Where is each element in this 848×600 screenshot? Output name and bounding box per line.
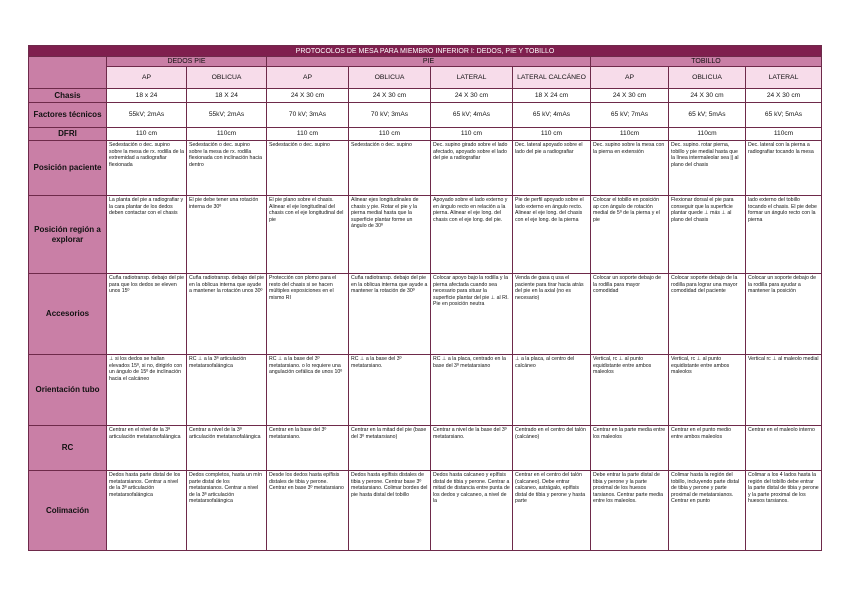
table-cell: Dedos hasta parte distal de los metatarsianos. Centrar a nivel de la 3ª articulación metatarsofalángica	[107, 471, 187, 551]
table-cell: Debe entrar la parte distal de tibia y perone y la parte proximal de los huesos tarsianos. Centrar parte media entre los maleolos.	[591, 471, 669, 551]
table-cell: 18 X 24 cm	[513, 89, 591, 103]
table-cell: Colocar un soporte debajo de la rodilla para ayudar a mantener la posición	[746, 274, 822, 355]
table-cell: Centrar en la parte media entre los maleolos	[591, 426, 669, 471]
table-cell: 70 kV; 3mAs	[267, 103, 349, 128]
table-cell: lado externo del tobillo tocando el chasis. El pie debe formar un ángulo recto con la pierna	[746, 196, 822, 274]
subheader-tobillo-ap: AP	[591, 67, 669, 89]
table-cell: Vertical, rc ⊥ al punto equidistante entre ambos maleolos	[669, 355, 746, 426]
table-cell: Desde los dedos hasta epífisis distales de tibia y perone. Centrar en base 3º metatarsiano	[267, 471, 349, 551]
table-cell: 110cm	[591, 128, 669, 141]
table-cell: Cuña radiotransp. debajo del pie en la oblicua interna que ayude a mantener la rotación de 30º	[349, 274, 431, 355]
table-cell: El pie debe tener una rotación interna de 30º	[187, 196, 267, 274]
table-cell: Pie de perfil apoyado sobre el lado externo en ángulo recto. Alinear el eje long. del chasis con el eje long. de la pierna	[513, 196, 591, 274]
table-cell: Sedestación o dec. supino sobre la mesa de rx. rodilla flexionada con inclinación hacia dentro	[187, 141, 267, 196]
subheader-pie-lateral: LATERAL	[431, 67, 513, 89]
table-cell: RC ⊥ a la base del 3º metatarsiano.	[349, 355, 431, 426]
table-cell: 65 kV; 5mAs	[669, 103, 746, 128]
table-cell: 70 kV; 3mAs	[349, 103, 431, 128]
table-cell: 110cm	[187, 128, 267, 141]
table-cell: Cuña radiotransp. debajo del pie para que los dedos se eleven unos 15º	[107, 274, 187, 355]
table-cell: 65 kV; 5mAs	[746, 103, 822, 128]
table-cell: Dec. supino. rotar pierna, tobillo y pie medial hasta que la línea intermaleolar sea || al plano del chasis	[669, 141, 746, 196]
protocol-document	[28, 45, 821, 551]
table-cell: El pie plano sobre el chasis. Alinear el eje longitudinal del chasis con el eje longitudinal del pie	[267, 196, 349, 274]
table-cell: Colocar el tobillo en posición ap con ángulo de rotación medial de 5º de la pierna y el pie	[591, 196, 669, 274]
table-cell: 24 X 30 cm	[431, 89, 513, 103]
table-cell: 110cm	[669, 128, 746, 141]
subheader-tobillo-oblicua: OBLICUA	[669, 67, 746, 89]
row-header-region: Posición región a explorar	[29, 196, 107, 274]
row-header-factores: Factores técnicos	[29, 103, 107, 128]
table-row-region	[29, 196, 822, 274]
table-cell: Cuña radiotransp. debajo del pie en la oblicua interna que ayude a mantener la rotación unos 30º	[187, 274, 267, 355]
table-cell: Apoyado sobre el lado externo y en ángulo recto en relación a la pierna. Alinear el eje long. del chasis con el eje long. del pie.	[431, 196, 513, 274]
table-cell: Colocar un soporte debajo de la rodilla para mayor comodidad	[591, 274, 669, 355]
table-cell: 110 cm	[267, 128, 349, 141]
table-cell: Centrar en la base del 3º metatarsiano.	[267, 426, 349, 471]
table-cell: Colocar apoyo bajo la rodilla y la pierna afectada cuando sea necesario para situar la superficie plantar del pie ⊥ al RI. Pie en posición neutra	[431, 274, 513, 355]
table-cell: 24 X 30 cm	[746, 89, 822, 103]
table-cell: Dec. supino sobre la mesa con la pierna en extensión	[591, 141, 669, 196]
row-header-rc: RC	[29, 426, 107, 471]
row-header-colimacion: Colimación	[29, 471, 107, 551]
table-cell: Colimar a los 4 lados hasta la región del tobillo debe entrar la parte distal de tibia y perone y la parte proximal de los huesos tarsianos.	[746, 471, 822, 551]
table-cell: Sedestación o dec. supino sobre la mesa de rx. rodilla de la extremidad a radiografiar flexionada	[107, 141, 187, 196]
table-cell: 110 cm	[107, 128, 187, 141]
table-cell: 18 x 24	[107, 89, 187, 103]
row-header-posicion: Posición paciente	[29, 141, 107, 196]
table-cell: Sedestación o dec. supino	[267, 141, 349, 196]
table-cell: Centrar en el maleolo interno	[746, 426, 822, 471]
table-cell: Centrar a nivel de la base del 3º metatarsiano.	[431, 426, 513, 471]
group-header-dedos: DEDOS PIE	[107, 57, 267, 67]
row-header-dfri: DFRI	[29, 128, 107, 141]
subheader-dedos-oblicua: OBLICUA	[187, 67, 267, 89]
table-cell: Centrar a nivel de la 3ª articulación metatarsofalángica	[187, 426, 267, 471]
table-cell: 65 kV; 7mAs	[591, 103, 669, 128]
group-header-pie: PIE	[267, 57, 591, 67]
table-cell: 55kV; 2mAs	[107, 103, 187, 128]
table-cell: Venda de gasa q usa el paciente para tirar hacia atrás del pie en la axial (no es necesario)	[513, 274, 591, 355]
table-row-orientacion	[29, 355, 822, 426]
table-cell: Dec. lateral apoyado sobre el lado del pie a radiografiar	[513, 141, 591, 196]
table-cell: 65 kV; 4mAs	[513, 103, 591, 128]
table-cell: RC ⊥ a la base del 3º metatarsiano. o lo requiere una angulación cefálica de unos 10º	[267, 355, 349, 426]
table-row-rc	[29, 426, 822, 471]
table-row-accesorios	[29, 274, 822, 355]
table-cell: Centrar en el centro del talón (calcaneo). Debe entrar calcaneo, astrágalo, epífisis distal de tibia y perone y hasta parte	[513, 471, 591, 551]
table-cell: 55kV; 2mAs	[187, 103, 267, 128]
table-cell: 110cm	[746, 128, 822, 141]
table-cell: Centrar en el punto medio entre ambos maleolos	[669, 426, 746, 471]
table-cell: RC ⊥ a la placa, centrado en la base del 3º metatarsiano	[431, 355, 513, 426]
row-header-accesorios: Accesorios	[29, 274, 107, 355]
table-cell: Vertical, rc ⊥ al punto equidistante entre ambos maleolos	[591, 355, 669, 426]
table-cell: Dedos hasta calcaneo y epífisis distal de tibia y perone. Centrar a mitad de distancia entre punta de los dedos y calcaneo, a nivel de la	[431, 471, 513, 551]
table-cell: 24 X 30 cm	[349, 89, 431, 103]
subheader-pie-lateral-calcaneo: LATERAL CALCÁNEO	[513, 67, 591, 89]
table-cell: ⊥ si los dedos se hallan elevados 15º, si no, dirigirlo con un ángulo de 15º de inclinación hacia el calcáneo	[107, 355, 187, 426]
table-cell: Flexionar dorsal el pie para conseguir que la superficie plantar quede ⊥ más ⊥ al plano del chasis	[669, 196, 746, 274]
table-cell: Colocar soporte debajo de la rodilla para lograr una mayor comodidad del paciente	[669, 274, 746, 355]
table-cell: 24 X 30 cm	[267, 89, 349, 103]
table-cell: Centrado en el centro del talón (calcáneo)	[513, 426, 591, 471]
table-cell: 110 cm	[513, 128, 591, 141]
table-cell: La planta del pie a radiografiar y la cara plantar de los dedos deben contactar con el chasis	[107, 196, 187, 274]
table-cell: 24 X 30 cm	[669, 89, 746, 103]
table-row-colimacion	[29, 471, 822, 551]
table-cell: 65 kV; 4mAs	[431, 103, 513, 128]
table-cell: Dec. lateral con la pierna a radiografiar tocando la mesa	[746, 141, 822, 196]
table-cell: Protección con plomo para el resto del chasis si se hacen múltiples exposiciones en el mismo RI	[267, 274, 349, 355]
row-header-orientacion: Orientación tubo	[29, 355, 107, 426]
table-cell: 18 X 24	[187, 89, 267, 103]
row-header-chasis: Chasis	[29, 89, 107, 103]
table-row-factores	[29, 103, 822, 128]
table-cell: Dec. supino girado sobre el lado afectado, apoyado sobre el lado del pie a radiografiar	[431, 141, 513, 196]
table-cell: Centrar en el nivel de la 3ª articulación metatarsofalángica	[107, 426, 187, 471]
table-cell: Dedos hasta epífisis distales de tibia y perone. Centrar base 3º metatarsiano. Colimar bordes del pie hasta distal del tobillo	[349, 471, 431, 551]
table-cell: Colimar hasta la región del tobillo, incluyendo parte distal de tibia y perone y parte proximal de metatarsianos. Centrar en punto	[669, 471, 746, 551]
table-cell: 110 cm	[431, 128, 513, 141]
table-cell: ⊥ a la placa, al centro del calcáneo	[513, 355, 591, 426]
protocol-table	[28, 45, 822, 551]
group-header-tobillo: TOBILLO	[591, 57, 822, 67]
table-cell: Vertical rc ⊥ al maleolo medial	[746, 355, 822, 426]
subheader-dedos-ap: AP	[107, 67, 187, 89]
subheader-pie-oblicua: OBLICUA	[349, 67, 431, 89]
table-cell: Alinear ejes longitudinales de chasis y pie. Rotar el pie y la pierna medial hasta que la superficie plantar forme un ángulo de 30º	[349, 196, 431, 274]
table-row-posicion	[29, 141, 822, 196]
corner-cell	[29, 57, 107, 89]
table-row-dfri	[29, 128, 822, 141]
table-cell: 24 X 30 cm	[591, 89, 669, 103]
subheader-tobillo-lateral: LATERAL	[746, 67, 822, 89]
table-cell: Centrar en la mitad del pie (base del 3º metatarsiano)	[349, 426, 431, 471]
table-row-chasis	[29, 89, 822, 103]
table-cell: 110 cm	[349, 128, 431, 141]
table-cell: Dedos completos, hasta un mín parte distal de los metatarsianos. Centrar a nivel de la 3ª articulación metatarsofalángica	[187, 471, 267, 551]
subheader-pie-ap: AP	[267, 67, 349, 89]
table-cell: Sedestación o dec. supino	[349, 141, 431, 196]
table-cell: RC ⊥ a la 3ª articulación metatarsofalángica	[187, 355, 267, 426]
table-title: PROTOCOLOS DE MESA PARA MIEMBRO INFERIOR I: DEDOS, PIE Y TOBILLO	[29, 46, 822, 57]
